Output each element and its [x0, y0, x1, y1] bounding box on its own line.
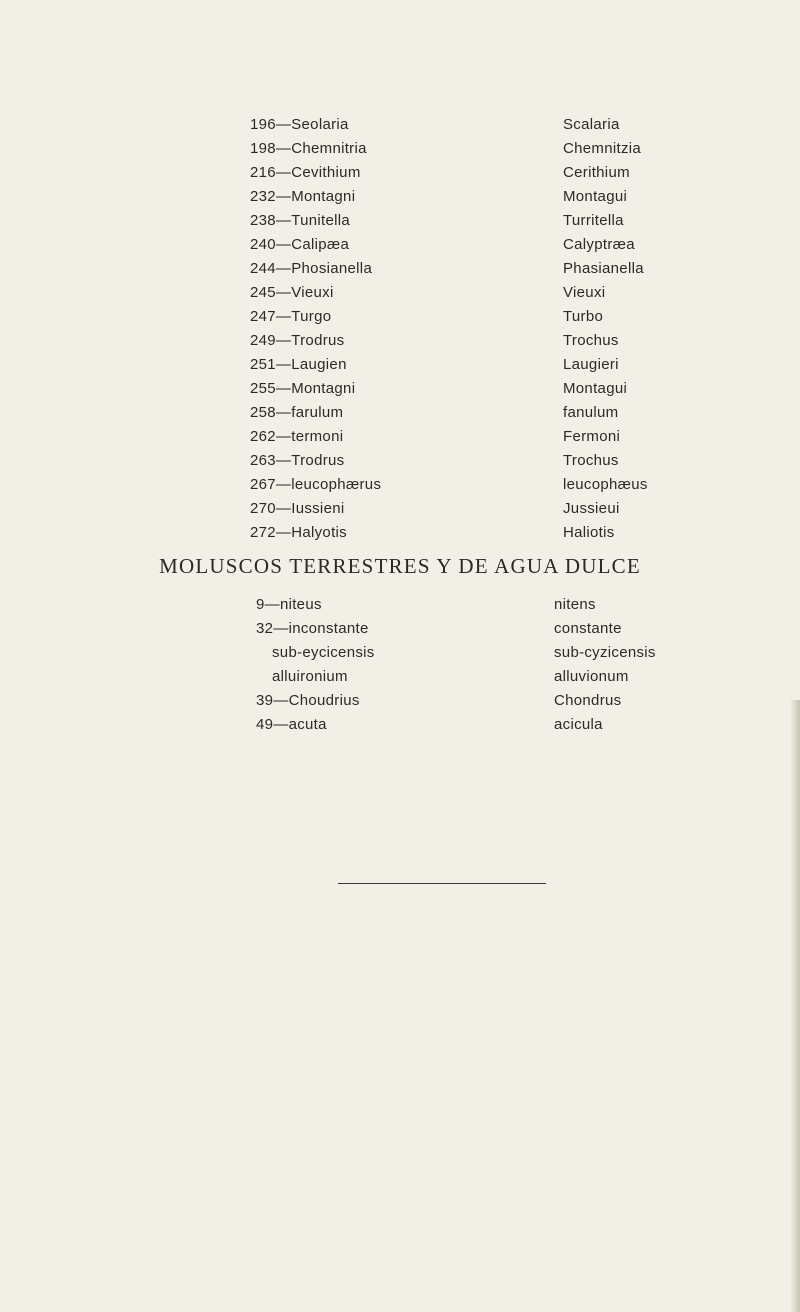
corrected-term: Chondrus: [554, 692, 622, 709]
errata-row: [0, 668, 800, 692]
corrected-term: nitens: [554, 596, 596, 613]
erroneous-term: 267—leucophærus: [250, 476, 382, 493]
corrected-term: Chemnitzia: [563, 140, 642, 157]
corrected-term: Jussieui: [563, 500, 620, 517]
errata-row: [0, 236, 800, 260]
erroneous-term: 262—termoni: [250, 428, 344, 445]
erroneous-term: 198—Chemnitria: [250, 140, 367, 157]
erroneous-term: 272—Halyotis: [250, 524, 347, 541]
section-heading: MOLUSCOS TERRESTRES Y DE AGUA DULCE: [159, 554, 641, 578]
errata-row: [0, 644, 800, 668]
errata-row: [0, 356, 800, 380]
erroneous-term: 263—Trodrus: [250, 452, 345, 469]
closing-rule: [338, 883, 546, 884]
erroneous-term: 39—Choudrius: [256, 692, 360, 709]
erroneous-term: 32—inconstante: [256, 620, 369, 637]
errata-row: [0, 620, 800, 644]
erroneous-term: 247—Turgo: [250, 308, 332, 325]
corrected-term: fanulum: [563, 404, 619, 421]
errata-row: [0, 164, 800, 188]
erroneous-term: 249—Trodrus: [250, 332, 345, 349]
errata-row: [0, 116, 800, 140]
errata-row: [0, 332, 800, 356]
corrected-term: acicula: [554, 716, 603, 733]
corrected-term: sub-cyzicensis: [554, 644, 656, 661]
errata-row: [0, 428, 800, 452]
errata-row: [0, 380, 800, 404]
erroneous-term: 244—Phosianella: [250, 260, 373, 277]
errata-row: [0, 500, 800, 524]
erroneous-term: 196—Seolaria: [250, 116, 349, 133]
erroneous-term: 216—Cevithium: [250, 164, 361, 181]
corrected-term: Vieuxi: [563, 284, 606, 301]
errata-row: [0, 692, 800, 716]
corrected-term: Scalaria: [563, 116, 620, 133]
erroneous-term: sub-eycicensis: [272, 644, 375, 661]
errata-row: [0, 524, 800, 548]
corrected-term: Turritella: [563, 212, 624, 229]
erroneous-term: 245—Vieuxi: [250, 284, 334, 301]
corrected-term: Fermoni: [563, 428, 621, 445]
corrected-term: leucophæus: [563, 476, 648, 493]
erroneous-term: alluironium: [272, 668, 348, 685]
corrected-term: Montagui: [563, 380, 628, 397]
errata-row: [0, 140, 800, 164]
errata-row: [0, 452, 800, 476]
errata-row: [0, 188, 800, 212]
errata-row: [0, 308, 800, 332]
corrected-term: Trochus: [563, 452, 619, 469]
erroneous-term: 251—Laugien: [250, 356, 347, 373]
erroneous-term: 255—Montagni: [250, 380, 356, 397]
erroneous-term: 9—niteus: [256, 596, 322, 613]
errata-row: [0, 596, 800, 620]
erroneous-term: 232—Montagni: [250, 188, 356, 205]
erroneous-term: 238—Tunitella: [250, 212, 351, 229]
erroneous-term: 49—acuta: [256, 716, 327, 733]
errata-row: [0, 716, 800, 740]
corrected-term: Cerithium: [563, 164, 630, 181]
corrected-term: Turbo: [563, 308, 604, 325]
erroneous-term: 258—farulum: [250, 404, 344, 421]
corrected-term: Laugieri: [563, 356, 619, 373]
errata-row: [0, 476, 800, 500]
corrected-term: Haliotis: [563, 524, 615, 541]
erroneous-term: 240—Calipæa: [250, 236, 350, 253]
corrected-term: Phasianella: [563, 260, 644, 277]
corrected-term: Montagui: [563, 188, 628, 205]
errata-row: [0, 212, 800, 236]
page-edge-shadow: [790, 700, 800, 1312]
errata-row: [0, 284, 800, 308]
corrected-term: alluvionum: [554, 668, 629, 685]
corrected-term: Calyptræa: [563, 236, 635, 253]
erroneous-term: 270—Iussieni: [250, 500, 345, 517]
corrected-term: constante: [554, 620, 622, 637]
corrected-term: Trochus: [563, 332, 619, 349]
errata-row: [0, 260, 800, 284]
errata-row: [0, 404, 800, 428]
